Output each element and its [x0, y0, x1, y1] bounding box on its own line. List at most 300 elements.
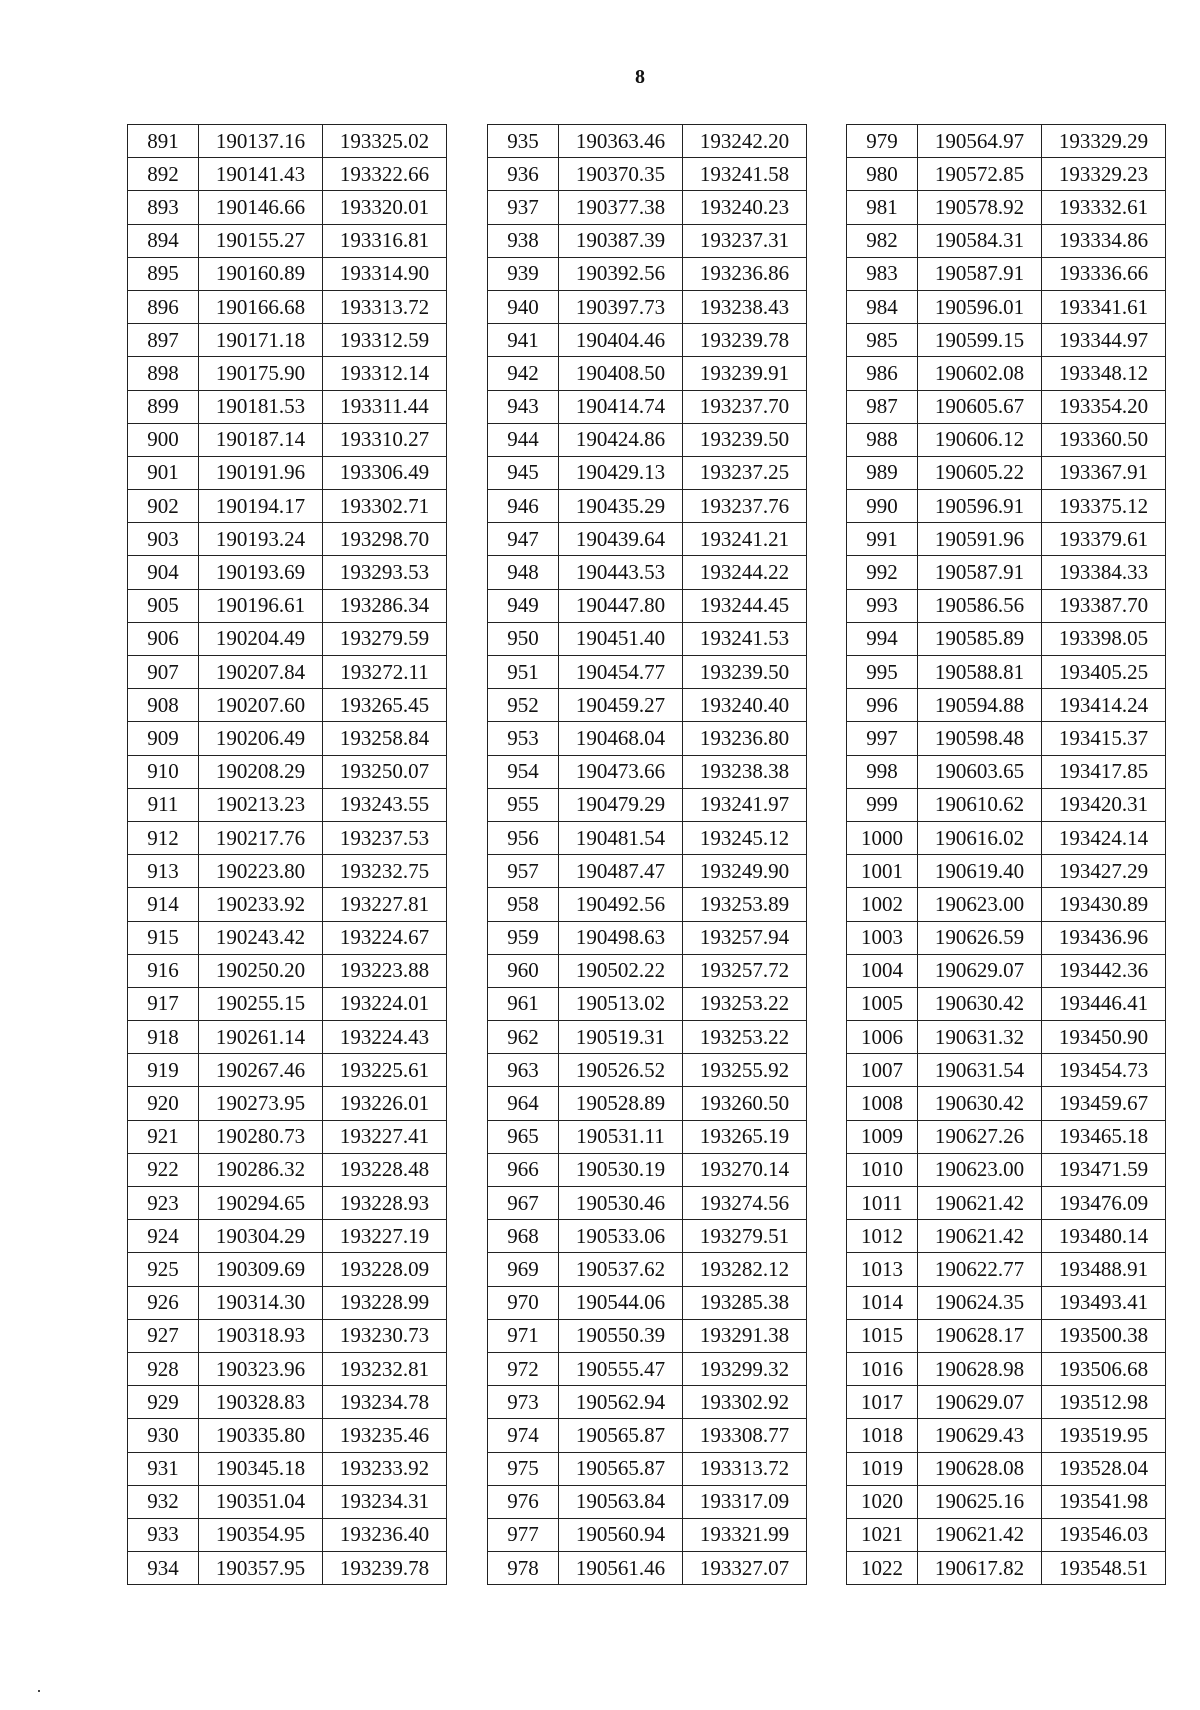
y-coordinate-cell: 193228.93 — [323, 1187, 447, 1220]
table-row — [488, 490, 807, 523]
point-number-cell: 1022 — [847, 1552, 918, 1585]
y-coordinate-cell: 193241.53 — [683, 622, 807, 655]
table-row — [128, 855, 447, 888]
point-number-cell: 966 — [488, 1153, 559, 1186]
table-row — [847, 1153, 1166, 1186]
x-coordinate-cell: 190439.64 — [559, 523, 683, 556]
table-row — [488, 1021, 807, 1054]
y-coordinate-cell: 193272.11 — [323, 656, 447, 689]
y-coordinate-cell: 193384.33 — [1042, 556, 1166, 589]
table-row — [488, 1518, 807, 1551]
table-row — [847, 456, 1166, 489]
table-row — [488, 1386, 807, 1419]
x-coordinate-cell: 190318.93 — [199, 1319, 323, 1352]
table-row — [128, 921, 447, 954]
table-row — [488, 191, 807, 224]
x-coordinate-cell: 190596.01 — [918, 290, 1042, 323]
table-row — [128, 1054, 447, 1087]
point-number-cell: 990 — [847, 490, 918, 523]
x-coordinate-cell: 190414.74 — [559, 390, 683, 423]
point-number-cell: 970 — [488, 1286, 559, 1319]
y-coordinate-cell: 193398.05 — [1042, 622, 1166, 655]
table-row — [128, 788, 447, 821]
x-coordinate-cell: 190621.42 — [918, 1518, 1042, 1551]
point-number-cell: 895 — [128, 257, 199, 290]
y-coordinate-cell: 193528.04 — [1042, 1452, 1166, 1485]
x-coordinate-cell: 190564.97 — [918, 125, 1042, 158]
table-row — [488, 1087, 807, 1120]
x-coordinate-cell: 190530.46 — [559, 1187, 683, 1220]
x-coordinate-cell: 190481.54 — [559, 821, 683, 854]
point-number-cell: 1005 — [847, 987, 918, 1020]
x-coordinate-cell: 190631.32 — [918, 1021, 1042, 1054]
y-coordinate-cell: 193237.70 — [683, 390, 807, 423]
x-coordinate-cell: 190591.96 — [918, 523, 1042, 556]
table-row — [847, 1386, 1166, 1419]
y-coordinate-cell: 193500.38 — [1042, 1319, 1166, 1352]
x-coordinate-cell: 190435.29 — [559, 490, 683, 523]
y-coordinate-cell: 193236.80 — [683, 722, 807, 755]
x-coordinate-cell: 190207.60 — [199, 689, 323, 722]
table-row — [847, 257, 1166, 290]
table-row — [488, 1485, 807, 1518]
table-row — [847, 855, 1166, 888]
point-number-cell: 1007 — [847, 1054, 918, 1087]
point-number-cell: 977 — [488, 1518, 559, 1551]
y-coordinate-cell: 193427.29 — [1042, 855, 1166, 888]
x-coordinate-cell: 190602.08 — [918, 357, 1042, 390]
table-row — [847, 523, 1166, 556]
table-row — [128, 523, 447, 556]
table-row — [488, 689, 807, 722]
point-number-cell: 1016 — [847, 1352, 918, 1385]
y-coordinate-cell: 193311.44 — [323, 390, 447, 423]
table-row — [488, 357, 807, 390]
point-number-cell: 1011 — [847, 1187, 918, 1220]
point-number-cell: 928 — [128, 1352, 199, 1385]
point-number-cell: 1017 — [847, 1386, 918, 1419]
y-coordinate-cell: 193312.59 — [323, 324, 447, 357]
point-number-cell: 957 — [488, 855, 559, 888]
x-coordinate-cell: 190584.31 — [918, 224, 1042, 257]
table-row — [128, 191, 447, 224]
x-coordinate-cell: 190588.81 — [918, 656, 1042, 689]
table-row — [847, 888, 1166, 921]
x-coordinate-cell: 190387.39 — [559, 224, 683, 257]
x-coordinate-cell: 190598.48 — [918, 722, 1042, 755]
x-coordinate-cell: 190531.11 — [559, 1120, 683, 1153]
y-coordinate-cell: 193546.03 — [1042, 1518, 1166, 1551]
y-coordinate-cell: 193302.92 — [683, 1386, 807, 1419]
table-row — [128, 1153, 447, 1186]
point-number-cell: 1012 — [847, 1220, 918, 1253]
x-coordinate-cell: 190631.54 — [918, 1054, 1042, 1087]
point-number-cell: 911 — [128, 788, 199, 821]
point-number-cell: 1018 — [847, 1419, 918, 1452]
x-coordinate-cell: 190487.47 — [559, 855, 683, 888]
table-row — [128, 1286, 447, 1319]
table-row — [847, 357, 1166, 390]
point-number-cell: 912 — [128, 821, 199, 854]
x-coordinate-cell: 190443.53 — [559, 556, 683, 589]
y-coordinate-cell: 193265.45 — [323, 689, 447, 722]
y-coordinate-cell: 193424.14 — [1042, 821, 1166, 854]
table-row — [128, 656, 447, 689]
point-number-cell: 1014 — [847, 1286, 918, 1319]
y-coordinate-cell: 193506.68 — [1042, 1352, 1166, 1385]
y-coordinate-cell: 193236.86 — [683, 257, 807, 290]
y-coordinate-cell: 193459.67 — [1042, 1087, 1166, 1120]
x-coordinate-cell: 190451.40 — [559, 622, 683, 655]
table-row — [488, 1120, 807, 1153]
y-coordinate-cell: 193420.31 — [1042, 788, 1166, 821]
point-number-cell: 968 — [488, 1220, 559, 1253]
table-row — [847, 1352, 1166, 1385]
table-row — [128, 1319, 447, 1352]
x-coordinate-cell: 190194.17 — [199, 490, 323, 523]
point-number-cell: 919 — [128, 1054, 199, 1087]
y-coordinate-cell: 193236.40 — [323, 1518, 447, 1551]
point-number-cell: 940 — [488, 290, 559, 323]
y-coordinate-cell: 193228.09 — [323, 1253, 447, 1286]
table-row — [128, 722, 447, 755]
x-coordinate-cell: 190280.73 — [199, 1120, 323, 1153]
y-coordinate-cell: 193257.94 — [683, 921, 807, 954]
x-coordinate-cell: 190223.80 — [199, 855, 323, 888]
x-coordinate-cell: 190213.23 — [199, 788, 323, 821]
x-coordinate-cell: 190625.16 — [918, 1485, 1042, 1518]
point-number-cell: 892 — [128, 158, 199, 191]
y-coordinate-cell: 193237.25 — [683, 456, 807, 489]
table-row — [847, 788, 1166, 821]
x-coordinate-cell: 190622.77 — [918, 1253, 1042, 1286]
point-number-cell: 965 — [488, 1120, 559, 1153]
y-coordinate-cell: 193239.78 — [323, 1552, 447, 1585]
x-coordinate-cell: 190354.95 — [199, 1518, 323, 1551]
table-row — [128, 589, 447, 622]
table-row — [847, 689, 1166, 722]
y-coordinate-cell: 193239.78 — [683, 324, 807, 357]
x-coordinate-cell: 190621.42 — [918, 1220, 1042, 1253]
point-number-cell: 1019 — [847, 1452, 918, 1485]
y-coordinate-cell: 193253.22 — [683, 987, 807, 1020]
x-coordinate-cell: 190616.02 — [918, 821, 1042, 854]
x-coordinate-cell: 190323.96 — [199, 1352, 323, 1385]
y-coordinate-cell: 193249.90 — [683, 855, 807, 888]
y-coordinate-cell: 193224.67 — [323, 921, 447, 954]
point-number-cell: 991 — [847, 523, 918, 556]
point-number-cell: 975 — [488, 1452, 559, 1485]
point-number-cell: 914 — [128, 888, 199, 921]
x-coordinate-cell: 190630.42 — [918, 1087, 1042, 1120]
point-number-cell: 893 — [128, 191, 199, 224]
point-number-cell: 982 — [847, 224, 918, 257]
table-row — [847, 1253, 1166, 1286]
y-coordinate-cell: 193308.77 — [683, 1419, 807, 1452]
table-row — [488, 158, 807, 191]
table-row — [128, 456, 447, 489]
point-number-cell: 924 — [128, 1220, 199, 1253]
x-coordinate-cell: 190502.22 — [559, 954, 683, 987]
table-row — [128, 821, 447, 854]
x-coordinate-cell: 190565.87 — [559, 1419, 683, 1452]
point-number-cell: 920 — [128, 1087, 199, 1120]
x-coordinate-cell: 190377.38 — [559, 191, 683, 224]
y-coordinate-cell: 193317.09 — [683, 1485, 807, 1518]
x-coordinate-cell: 190619.40 — [918, 855, 1042, 888]
x-coordinate-cell: 190363.46 — [559, 125, 683, 158]
point-number-cell: 958 — [488, 888, 559, 921]
y-coordinate-cell: 193291.38 — [683, 1319, 807, 1352]
y-coordinate-cell: 193417.85 — [1042, 755, 1166, 788]
y-coordinate-cell: 193446.41 — [1042, 987, 1166, 1020]
x-coordinate-cell: 190565.87 — [559, 1452, 683, 1485]
point-number-cell: 945 — [488, 456, 559, 489]
point-number-cell: 894 — [128, 224, 199, 257]
point-number-cell: 906 — [128, 622, 199, 655]
point-number-cell: 918 — [128, 1021, 199, 1054]
point-number-cell: 999 — [847, 788, 918, 821]
table-row — [488, 821, 807, 854]
table-row — [847, 390, 1166, 423]
table-row — [128, 888, 447, 921]
x-coordinate-cell: 190454.77 — [559, 656, 683, 689]
table-row — [128, 125, 447, 158]
y-coordinate-cell: 193302.71 — [323, 490, 447, 523]
x-coordinate-cell: 190141.43 — [199, 158, 323, 191]
x-coordinate-cell: 190166.68 — [199, 290, 323, 323]
point-number-cell: 1002 — [847, 888, 918, 921]
table-row — [488, 456, 807, 489]
x-coordinate-cell: 190447.80 — [559, 589, 683, 622]
y-coordinate-cell: 193476.09 — [1042, 1187, 1166, 1220]
y-coordinate-cell: 193344.97 — [1042, 324, 1166, 357]
x-coordinate-cell: 190175.90 — [199, 357, 323, 390]
table-row — [488, 1054, 807, 1087]
y-coordinate-cell: 193293.53 — [323, 556, 447, 589]
y-coordinate-cell: 193224.01 — [323, 987, 447, 1020]
x-coordinate-cell: 190408.50 — [559, 357, 683, 390]
coordinate-table-1 — [127, 124, 447, 1585]
point-number-cell: 947 — [488, 523, 559, 556]
table-row — [128, 1352, 447, 1385]
y-coordinate-cell: 193232.81 — [323, 1352, 447, 1385]
x-coordinate-cell: 190624.35 — [918, 1286, 1042, 1319]
x-coordinate-cell: 190187.14 — [199, 423, 323, 456]
y-coordinate-cell: 193327.07 — [683, 1552, 807, 1585]
y-coordinate-cell: 193237.76 — [683, 490, 807, 523]
y-coordinate-cell: 193238.43 — [683, 290, 807, 323]
y-coordinate-cell: 193375.12 — [1042, 490, 1166, 523]
point-number-cell: 1009 — [847, 1120, 918, 1153]
table-row — [488, 755, 807, 788]
x-coordinate-cell: 190629.07 — [918, 954, 1042, 987]
table-row — [128, 954, 447, 987]
point-number-cell: 922 — [128, 1153, 199, 1186]
y-coordinate-cell: 193243.55 — [323, 788, 447, 821]
y-coordinate-cell: 193405.25 — [1042, 656, 1166, 689]
x-coordinate-cell: 190630.42 — [918, 987, 1042, 1020]
table-row — [128, 357, 447, 390]
y-coordinate-cell: 193454.73 — [1042, 1054, 1166, 1087]
table-row — [847, 1220, 1166, 1253]
point-number-cell: 987 — [847, 390, 918, 423]
x-coordinate-cell: 190599.15 — [918, 324, 1042, 357]
table-row — [847, 324, 1166, 357]
table-row — [847, 158, 1166, 191]
table-row — [847, 1286, 1166, 1319]
table-row — [488, 921, 807, 954]
point-number-cell: 972 — [488, 1352, 559, 1385]
y-coordinate-cell: 193258.84 — [323, 722, 447, 755]
x-coordinate-cell: 190335.80 — [199, 1419, 323, 1452]
table-row — [847, 1552, 1166, 1585]
table-row — [488, 523, 807, 556]
y-coordinate-cell: 193312.14 — [323, 357, 447, 390]
y-coordinate-cell: 193230.73 — [323, 1319, 447, 1352]
y-coordinate-cell: 193442.36 — [1042, 954, 1166, 987]
y-coordinate-cell: 193519.95 — [1042, 1419, 1166, 1452]
point-number-cell: 891 — [128, 125, 199, 158]
y-coordinate-cell: 193332.61 — [1042, 191, 1166, 224]
x-coordinate-cell: 190468.04 — [559, 722, 683, 755]
y-coordinate-cell: 193233.92 — [323, 1452, 447, 1485]
y-coordinate-cell: 193548.51 — [1042, 1552, 1166, 1585]
table-row — [128, 224, 447, 257]
table-row — [488, 125, 807, 158]
point-number-cell: 897 — [128, 324, 199, 357]
x-coordinate-cell: 190572.85 — [918, 158, 1042, 191]
point-number-cell: 907 — [128, 656, 199, 689]
y-coordinate-cell: 193227.19 — [323, 1220, 447, 1253]
x-coordinate-cell: 190424.86 — [559, 423, 683, 456]
point-number-cell: 1015 — [847, 1319, 918, 1352]
table-row — [847, 290, 1166, 323]
point-number-cell: 909 — [128, 722, 199, 755]
y-coordinate-cell: 193241.97 — [683, 788, 807, 821]
x-coordinate-cell: 190606.12 — [918, 423, 1042, 456]
x-coordinate-cell: 190304.29 — [199, 1220, 323, 1253]
table-row — [128, 622, 447, 655]
x-coordinate-cell: 190596.91 — [918, 490, 1042, 523]
x-coordinate-cell: 190479.29 — [559, 788, 683, 821]
point-number-cell: 932 — [128, 1485, 199, 1518]
x-coordinate-cell: 190585.89 — [918, 622, 1042, 655]
table-row — [128, 1419, 447, 1452]
x-coordinate-cell: 190146.66 — [199, 191, 323, 224]
table-row — [488, 855, 807, 888]
point-number-cell: 964 — [488, 1087, 559, 1120]
y-coordinate-cell: 193223.88 — [323, 954, 447, 987]
table-row — [847, 954, 1166, 987]
table-row — [128, 1452, 447, 1485]
x-coordinate-cell: 190533.06 — [559, 1220, 683, 1253]
x-coordinate-cell: 190561.46 — [559, 1552, 683, 1585]
x-coordinate-cell: 190627.26 — [918, 1120, 1042, 1153]
table-row — [488, 390, 807, 423]
y-coordinate-cell: 193279.59 — [323, 622, 447, 655]
point-number-cell: 956 — [488, 821, 559, 854]
point-number-cell: 910 — [128, 755, 199, 788]
point-number-cell: 949 — [488, 589, 559, 622]
point-number-cell: 994 — [847, 622, 918, 655]
x-coordinate-cell: 190370.35 — [559, 158, 683, 191]
point-number-cell: 981 — [847, 191, 918, 224]
x-coordinate-cell: 190530.19 — [559, 1153, 683, 1186]
table-row — [128, 324, 447, 357]
scan-speck — [38, 1690, 40, 1692]
point-number-cell: 998 — [847, 755, 918, 788]
y-coordinate-cell: 193237.31 — [683, 224, 807, 257]
x-coordinate-cell: 190621.42 — [918, 1187, 1042, 1220]
x-coordinate-cell: 190623.00 — [918, 1153, 1042, 1186]
x-coordinate-cell: 190629.43 — [918, 1419, 1042, 1452]
point-number-cell: 1006 — [847, 1021, 918, 1054]
table-row — [128, 987, 447, 1020]
x-coordinate-cell: 190181.53 — [199, 390, 323, 423]
table-row — [847, 224, 1166, 257]
point-number-cell: 954 — [488, 755, 559, 788]
table-row — [128, 290, 447, 323]
x-coordinate-cell: 190623.00 — [918, 888, 1042, 921]
point-number-cell: 896 — [128, 290, 199, 323]
table-row — [128, 1187, 447, 1220]
point-number-cell: 938 — [488, 224, 559, 257]
table-row — [847, 1485, 1166, 1518]
table-row — [488, 224, 807, 257]
table-row — [128, 1120, 447, 1153]
y-coordinate-cell: 193325.02 — [323, 125, 447, 158]
y-coordinate-cell: 193239.91 — [683, 357, 807, 390]
x-coordinate-cell: 190309.69 — [199, 1253, 323, 1286]
table-row — [128, 390, 447, 423]
x-coordinate-cell: 190392.56 — [559, 257, 683, 290]
point-number-cell: 953 — [488, 722, 559, 755]
table-row — [128, 1485, 447, 1518]
point-number-cell: 995 — [847, 656, 918, 689]
table-row — [847, 656, 1166, 689]
y-coordinate-cell: 193282.12 — [683, 1253, 807, 1286]
table-row — [488, 1220, 807, 1253]
y-coordinate-cell: 193415.37 — [1042, 722, 1166, 755]
y-coordinate-cell: 193314.90 — [323, 257, 447, 290]
point-number-cell: 913 — [128, 855, 199, 888]
point-number-cell: 1020 — [847, 1485, 918, 1518]
x-coordinate-cell: 190578.92 — [918, 191, 1042, 224]
y-coordinate-cell: 193313.72 — [323, 290, 447, 323]
x-coordinate-cell: 190160.89 — [199, 257, 323, 290]
y-coordinate-cell: 193329.23 — [1042, 158, 1166, 191]
point-number-cell: 902 — [128, 490, 199, 523]
y-coordinate-cell: 193265.19 — [683, 1120, 807, 1153]
point-number-cell: 978 — [488, 1552, 559, 1585]
table-row — [488, 888, 807, 921]
table-row — [488, 1419, 807, 1452]
y-coordinate-cell: 193250.07 — [323, 755, 447, 788]
point-number-cell: 1010 — [847, 1153, 918, 1186]
table-row — [847, 755, 1166, 788]
table-row — [128, 689, 447, 722]
x-coordinate-cell: 190261.14 — [199, 1021, 323, 1054]
x-coordinate-cell: 190404.46 — [559, 324, 683, 357]
point-number-cell: 904 — [128, 556, 199, 589]
point-number-cell: 952 — [488, 689, 559, 722]
x-coordinate-cell: 190345.18 — [199, 1452, 323, 1485]
x-coordinate-cell: 190586.56 — [918, 589, 1042, 622]
x-coordinate-cell: 190204.49 — [199, 622, 323, 655]
y-coordinate-cell: 193241.21 — [683, 523, 807, 556]
point-number-cell: 930 — [128, 1419, 199, 1452]
